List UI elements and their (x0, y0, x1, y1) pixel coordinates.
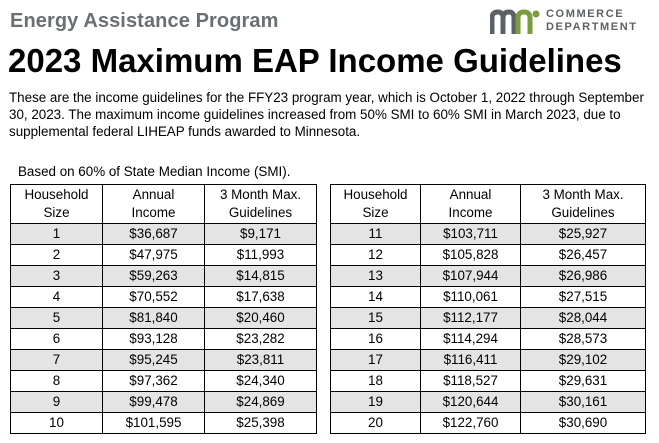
column-gap (317, 350, 331, 371)
cell-3-month-max: $17,638 (205, 287, 317, 308)
cell-annual-income: $118,527 (421, 371, 521, 392)
header-annual-income-2: Annual Income (421, 185, 521, 224)
column-gap (317, 245, 331, 266)
cell-household-size: 10 (11, 413, 103, 434)
header-household-size: Household Size (11, 185, 103, 224)
cell-annual-income: $107,944 (421, 266, 521, 287)
cell-household-size: 7 (11, 350, 103, 371)
cell-3-month-max: $28,044 (521, 308, 646, 329)
table-row (11, 392, 646, 413)
cell-3-month-max: $14,815 (205, 266, 317, 287)
column-gap (317, 329, 331, 350)
table-row (11, 350, 646, 371)
cell-3-month-max: $9,171 (205, 224, 317, 245)
cell-annual-income: $93,128 (103, 329, 205, 350)
cell-household-size: 16 (331, 329, 421, 350)
table-row (11, 413, 646, 434)
cell-annual-income: $99,478 (103, 392, 205, 413)
cell-household-size: 14 (331, 287, 421, 308)
logo-line-2: DEPARTMENT (546, 21, 638, 33)
cell-household-size: 13 (331, 266, 421, 287)
logo-line-1: COMMERCE (546, 8, 625, 20)
table-header-row (11, 185, 646, 224)
cell-annual-income: $47,975 (103, 245, 205, 266)
header-3-month-max: 3 Month Max. Guidelines (205, 185, 317, 224)
cell-3-month-max: $23,282 (205, 329, 317, 350)
cell-household-size: 17 (331, 350, 421, 371)
cell-annual-income: $110,061 (421, 287, 521, 308)
basis-note: Based on 60% of State Median Income (SMI). (18, 164, 291, 179)
cell-3-month-max: $29,102 (521, 350, 646, 371)
table-row (11, 245, 646, 266)
cell-3-month-max: $28,573 (521, 329, 646, 350)
cell-household-size: 2 (11, 245, 103, 266)
cell-annual-income: $81,840 (103, 308, 205, 329)
cell-annual-income: $36,687 (103, 224, 205, 245)
cell-annual-income: $101,595 (103, 413, 205, 434)
cell-household-size: 8 (11, 371, 103, 392)
cell-annual-income: $103,711 (421, 224, 521, 245)
cell-household-size: 9 (11, 392, 103, 413)
column-gap (317, 287, 331, 308)
header-3-month-max-2: 3 Month Max. Guidelines (521, 185, 646, 224)
cell-3-month-max: $24,869 (205, 392, 317, 413)
cell-3-month-max: $24,340 (205, 371, 317, 392)
column-gap (317, 392, 331, 413)
cell-household-size: 6 (11, 329, 103, 350)
cell-3-month-max: $26,457 (521, 245, 646, 266)
logo-text (546, 8, 638, 34)
cell-annual-income: $105,828 (421, 245, 521, 266)
cell-annual-income: $116,411 (421, 350, 521, 371)
header-annual-income: Annual Income (103, 185, 205, 224)
cell-3-month-max: $25,398 (205, 413, 317, 434)
header (10, 6, 650, 46)
cell-household-size: 11 (331, 224, 421, 245)
cell-3-month-max: $29,631 (521, 371, 646, 392)
cell-3-month-max: $23,811 (205, 350, 317, 371)
cell-annual-income: $95,245 (103, 350, 205, 371)
table-row (11, 287, 646, 308)
column-gap (317, 224, 331, 245)
cell-3-month-max: $27,515 (521, 287, 646, 308)
cell-3-month-max: $11,993 (205, 245, 317, 266)
cell-annual-income: $59,263 (103, 266, 205, 287)
cell-household-size: 18 (331, 371, 421, 392)
cell-household-size: 4 (11, 287, 103, 308)
income-guidelines-table (10, 184, 646, 434)
cell-household-size: 20 (331, 413, 421, 434)
cell-3-month-max: $25,927 (521, 224, 646, 245)
page-title: 2023 Maximum EAP Income Guidelines (8, 42, 622, 79)
column-gap (317, 308, 331, 329)
commerce-department-logo (490, 6, 650, 40)
table-row (11, 224, 646, 245)
cell-household-size: 12 (331, 245, 421, 266)
table-row (11, 371, 646, 392)
table-row (11, 308, 646, 329)
cell-3-month-max: $26,986 (521, 266, 646, 287)
program-name: Energy Assistance Program (10, 10, 279, 32)
cell-household-size: 5 (11, 308, 103, 329)
cell-household-size: 1 (11, 224, 103, 245)
cell-annual-income: $114,294 (421, 329, 521, 350)
cell-household-size: 19 (331, 392, 421, 413)
cell-household-size: 15 (331, 308, 421, 329)
cell-3-month-max: $30,161 (521, 392, 646, 413)
cell-3-month-max: $30,690 (521, 413, 646, 434)
cell-3-month-max: $20,460 (205, 308, 317, 329)
cell-annual-income: $97,362 (103, 371, 205, 392)
cell-annual-income: $70,552 (103, 287, 205, 308)
mn-logo-icon (490, 8, 542, 36)
intro-paragraph: These are the income guidelines for the FFY23 program year, which is October 1, 2022 through September 30, 2023. The maximum income guidelines increased from 50% SMI to 60% SMI in March 2023, due to supplemental federal LIHEAP funds awarded to Minnesota. (9, 90, 644, 139)
table-row (11, 266, 646, 287)
cell-annual-income: $120,644 (421, 392, 521, 413)
cell-household-size: 3 (11, 266, 103, 287)
column-gap (317, 185, 331, 224)
column-gap (317, 413, 331, 434)
table-row (11, 329, 646, 350)
cell-annual-income: $112,177 (421, 308, 521, 329)
column-gap (317, 371, 331, 392)
header-household-size-2: Household Size (331, 185, 421, 224)
cell-annual-income: $122,760 (421, 413, 521, 434)
column-gap (317, 266, 331, 287)
